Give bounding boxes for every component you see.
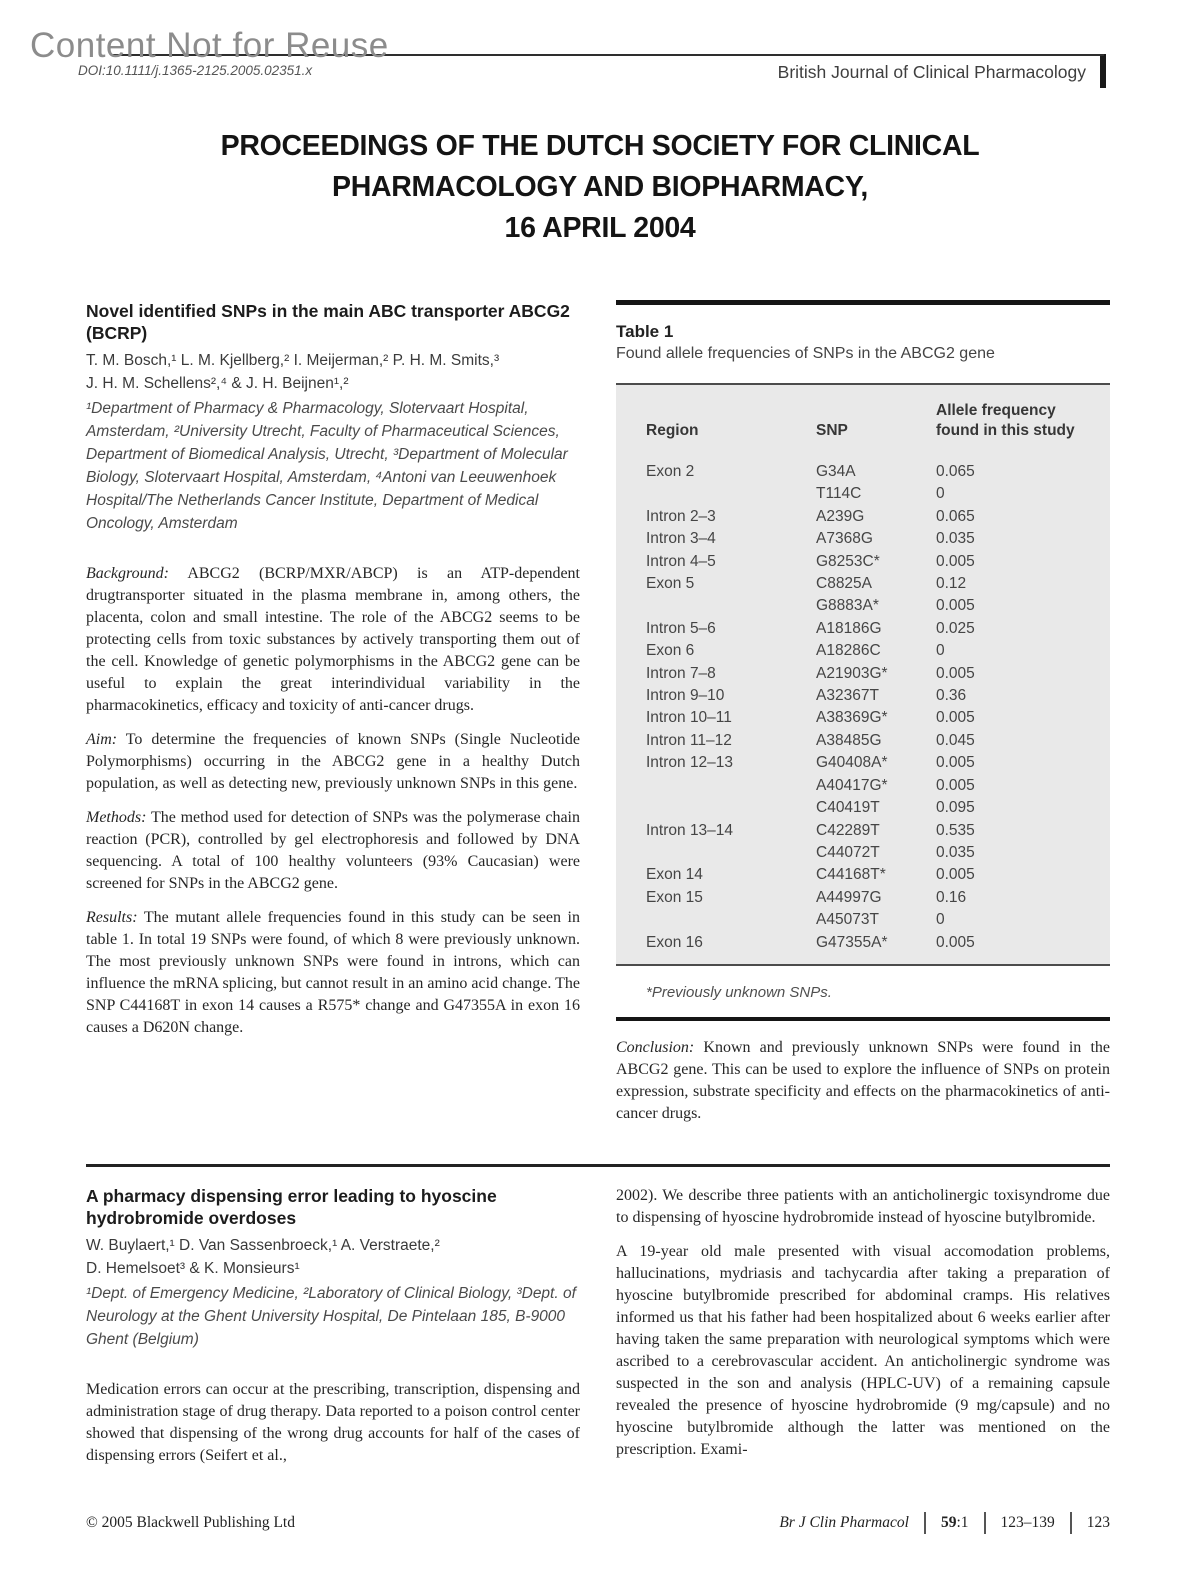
paragraph-text: To determine the frequencies of known SNPs (Single Nucleotide Polymorphisms) occurring in the ABCG2 gene in a healthy Dutch population, as well as detecting new, previously unknown SNPs in this gene. <box>86 731 581 792</box>
header-corner-bar <box>1100 54 1106 88</box>
cell-region: Exon 14 <box>646 866 703 884</box>
table-top-bar <box>616 300 1110 305</box>
cell-snp: G40408A* <box>816 754 888 772</box>
cell-region: Intron 7–8 <box>646 664 716 682</box>
cell-freq: 0.005 <box>936 664 975 682</box>
table-row <box>616 685 1110 707</box>
cell-region: Intron 12–13 <box>646 754 734 772</box>
cell-snp: A38485G <box>816 731 882 749</box>
footer-volume: 59 <box>940 1514 957 1531</box>
table-row <box>616 663 1110 685</box>
cell-region: Exon 6 <box>646 642 695 660</box>
table-row <box>616 775 1110 797</box>
table-bottom-rule <box>616 1017 1110 1021</box>
cell-snp: T114C <box>816 485 862 503</box>
footer-issue: :1 <box>956 1514 969 1531</box>
table-label: Table 1 <box>616 322 674 341</box>
table-row <box>616 797 1110 819</box>
cell-freq: 0.065 <box>936 507 975 525</box>
cell-snp: C44168T* <box>816 866 886 884</box>
paragraph-text: The mutant allele frequencies found in this study can be seen in table 1. In total 19 SNPs were found, of which 8 were previously unknown. The most previously unknown SNPs were found in introns, which can influence the mRNA splicing, but cannot result in an amino acid change. The SNP C44168T in exon 14 causes a R575* change and G47355A in exon 16 causes a D620N change. <box>86 909 580 1036</box>
article1-heading: Novel identified SNPs in the main ABC transporter ABCG2 (BCRP) <box>86 301 570 343</box>
table-row <box>616 528 1110 550</box>
table-row <box>616 909 1110 931</box>
table-row <box>616 820 1110 842</box>
cell-region <box>616 775 816 797</box>
cell-region: Intron 4–5 <box>646 552 716 570</box>
cell-freq: 0.005 <box>936 933 975 951</box>
article2-right-paragraph-1: 2002). We describe three patients with an anticholinergic toxisyndrome due to dispensing of hyoscine hydrobromide instead of hyoscine butylbromide. <box>616 1187 1110 1226</box>
cell-snp: A21903G* <box>816 664 888 682</box>
paragraph-label: Conclusion: <box>616 1038 695 1056</box>
article1-left-column <box>86 300 580 1125</box>
journal-name: British Journal of Clinical Pharmacology <box>777 62 1086 82</box>
article2-authors-line1: W. Buylaert,¹ D. Van Sassenbroeck,¹ A. Verstraete,² <box>86 1237 440 1254</box>
article2-heading: A pharmacy dispensing error leading to hyoscine hydrobromide overdoses <box>86 1186 497 1228</box>
cell-snp: A18186G <box>816 619 882 637</box>
cell-freq: 0.005 <box>936 754 975 772</box>
cell-freq: 0.035 <box>936 530 975 548</box>
footer-journal-abbrev: Br J Clin Pharmacol <box>779 1514 909 1531</box>
cell-freq: 0.005 <box>936 866 975 884</box>
column-header-frequency: Allele frequency found in this study <box>936 402 1075 439</box>
article1-section <box>86 300 1110 1125</box>
proceedings-title-line1: PROCEEDINGS OF THE DUTCH SOCIETY FOR CLINICAL <box>220 130 980 162</box>
footer-volume-issue <box>941 1514 969 1532</box>
paragraph-label: Background: <box>86 565 169 582</box>
article2-left-paragraph: Medication errors can occur at the prescribing, transcription, dispensing and administration stage of drug therapy. Data reported to a poison control center showed that dispensing of the wrong drug accounts for half of the cases of dispensing errors (Seifert et al., <box>86 1381 580 1464</box>
cell-region <box>616 909 816 931</box>
cell-snp: G8883A* <box>816 597 879 615</box>
cell-region: Intron 11–12 <box>646 731 732 749</box>
article2-authors-line2: D. Hemelsoet³ & K. Monsieurs¹ <box>86 1260 300 1277</box>
cell-freq: 0.035 <box>936 843 975 861</box>
cell-freq: 0.005 <box>936 552 975 570</box>
table-row <box>616 864 1110 886</box>
article1-paragraph-results <box>86 907 580 1039</box>
cell-freq: 0.005 <box>936 709 975 727</box>
table-row <box>616 483 1110 505</box>
table-footnote: *Previously unknown SNPs. <box>646 983 832 1001</box>
table-row <box>616 842 1110 864</box>
cell-region: Intron 5–6 <box>646 619 716 637</box>
proceedings-title-line3: 16 APRIL 2004 <box>504 212 696 244</box>
cell-region: Intron 3–4 <box>646 530 716 548</box>
table-row <box>616 551 1110 573</box>
cell-snp: G34A <box>816 463 856 480</box>
cell-region: Intron 13–14 <box>646 821 734 839</box>
proceedings-title <box>0 126 1200 249</box>
cell-freq: 0.12 <box>936 575 967 593</box>
page-footer <box>86 1512 1110 1534</box>
cell-snp: G47355A* <box>816 933 888 951</box>
footer-page-number: 123 <box>1086 1514 1110 1531</box>
article1-authors <box>86 349 580 395</box>
article1-affiliations: ¹Department of Pharmacy & Pharmacology, Slotervaart Hospital, Amsterdam, ²University Utrecht, Faculty of Pharmaceutical Sciences, Department of Biomedical Analysis, Utrecht, ³Department of Molecular Biology, Slotervaart Hospital, Amsterdam, ⁴Antoni van Leeuwenhoek Hospital/The Netherlands Cancer Institute, Department of Medical Oncology, Amsterdam <box>86 400 568 532</box>
footer-pages: 123–139 <box>1000 1514 1055 1531</box>
table-header-row <box>616 384 1110 453</box>
footer-separator <box>1070 1512 1072 1534</box>
cell-snp: A40417G* <box>816 776 888 794</box>
article2-authors <box>86 1234 580 1280</box>
cell-snp: A18286C <box>816 642 881 660</box>
cell-snp: C44072T <box>816 843 880 861</box>
cell-region: Intron 9–10 <box>646 687 725 705</box>
table-row <box>616 618 1110 640</box>
cell-freq: 0.535 <box>936 821 975 839</box>
cell-freq: 0.025 <box>936 619 975 637</box>
article2-left-column <box>86 1185 580 1467</box>
cell-region <box>616 483 816 505</box>
cell-freq: 0.16 <box>936 888 967 906</box>
cell-region: Exon 5 <box>646 575 695 593</box>
table-caption: Found allele frequencies of SNPs in the ABCG2 gene <box>616 345 995 362</box>
cell-snp: A32367T <box>816 687 879 705</box>
table-row <box>616 453 1110 483</box>
article2-right-paragraph-2: A 19-year old male presented with visual accomodation problems, hallucinations, mydriasis and tachycardia after taking a preparation of hyoscine butylbromide prescribed for abdominal cramps. His relatives informed us that his father had been hospitalized about 6 weeks earlier after having taken the same preparation with neurological symptoms which were ascribed to a cerebrovascular accident. An anticholinergic syndrome was suspected in the son and analysis (HPLC-UV) of a remaining capsule revealed the presence of hyoscine hydrobromide (9 mg/capsule) and no hyoscine butylbromide although the latter was mentioned on the prescription. Exami- <box>616 1243 1110 1458</box>
paragraph-text: The method used for detection of SNPs was the polymerase chain reaction (PCR), controlled by gel electrophoresis and followed by DNA sequencing. A total of 100 healthy volunteers (93% Caucasian) were screened for SNPs in the ABCG2 gene. <box>86 809 580 892</box>
cell-snp: G8253C* <box>816 552 880 570</box>
cell-region: Exon 16 <box>646 933 703 951</box>
article1-paragraph-methods <box>86 807 580 895</box>
cell-region: Intron 10–11 <box>646 709 732 727</box>
article1-authors-line1: T. M. Bosch,¹ L. M. Kjellberg,² I. Meijerman,² P. H. M. Smits,³ <box>86 352 500 369</box>
table-row <box>616 573 1110 595</box>
cell-freq: 0.095 <box>936 799 975 817</box>
cell-freq: 0.005 <box>936 776 975 794</box>
article1-paragraph-aim <box>86 729 580 795</box>
article1-authors-line2: J. H. M. Schellens²,⁴ & J. H. Beijnen¹,² <box>86 375 349 392</box>
column-header-snp: SNP <box>816 422 848 439</box>
cell-freq: 0.065 <box>936 463 975 480</box>
watermark: Content Not for Reuse <box>30 26 389 65</box>
doi-text: DOI:10.1111/j.1365-2125.2005.02351.x <box>78 63 313 78</box>
proceedings-title-line2: PHARMACOLOGY AND BIOPHARMACY, <box>332 171 868 203</box>
paragraph-label: Results: <box>86 909 138 926</box>
paragraph-label: Aim: <box>86 731 118 748</box>
article2-right-column <box>616 1185 1110 1467</box>
table-row <box>616 752 1110 774</box>
column-header-region: Region <box>646 422 699 439</box>
table-row <box>616 932 1110 965</box>
copyright-notice: © 2005 Blackwell Publishing Ltd <box>86 1514 295 1531</box>
cell-snp: A38369G* <box>816 709 888 727</box>
cell-freq: 0 <box>936 911 945 929</box>
cell-freq: 0.005 <box>936 597 975 615</box>
cell-region <box>616 797 816 819</box>
table-row <box>616 730 1110 752</box>
table-row <box>616 887 1110 909</box>
cell-snp: C8825A <box>816 575 873 593</box>
cell-freq: 0.045 <box>936 731 975 749</box>
cell-region <box>616 595 816 617</box>
article-divider-rule <box>86 1164 1110 1167</box>
footer-citation <box>779 1512 1110 1534</box>
cell-region: Intron 2–3 <box>646 507 716 525</box>
article2-section <box>86 1185 1110 1467</box>
footer-separator <box>984 1512 986 1534</box>
table-row <box>616 640 1110 662</box>
table-header <box>616 384 1110 453</box>
cell-snp: A45073T <box>816 911 879 929</box>
cell-snp: A239G <box>816 507 865 525</box>
footer-separator <box>924 1512 926 1534</box>
table-row <box>616 707 1110 729</box>
cell-region: Exon 15 <box>646 888 703 906</box>
cell-region <box>616 842 816 864</box>
article1-right-column <box>616 300 1110 1125</box>
cell-snp: A44997G <box>816 888 882 906</box>
cell-freq: 0 <box>936 485 945 503</box>
table-body <box>616 453 1110 965</box>
cell-freq: 0.36 <box>936 687 967 705</box>
cell-snp: A7368G <box>816 530 873 548</box>
allele-frequency-table <box>616 383 1110 966</box>
paragraph-label: Methods: <box>86 809 147 826</box>
paragraph-text: Known and previously unknown SNPs were found in the ABCG2 gene. This can be used to explore the influence of SNPs on protein expression, substrate specificity and effects on the pharmacokinetics of anti-cancer drugs. <box>616 1038 1111 1122</box>
table-row <box>616 595 1110 617</box>
table-row <box>616 506 1110 528</box>
paragraph-text: ABCG2 (BCRP/MXR/ABCP) is an ATP-dependent drugtransporter situated in the plasma membrane in, among others, the placenta, colon and small intestine. The role of the ABCG2 seems to be protecting cells from toxic substances by actively transporting them out of the cell. Knowledge of genetic polymorphisms in the ABCG2 gene can be useful to explain the great interindividual variability in the pharmacokinetics, efficacy and toxicity of anti-cancer drugs. <box>86 565 580 714</box>
cell-snp: C42289T <box>816 821 880 839</box>
article1-paragraph-conclusion <box>616 1037 1110 1125</box>
article2-affiliations: ¹Dept. of Emergency Medicine, ²Laboratory of Clinical Biology, ³Dept. of Neurology at the Ghent University Hospital, De Pintelaan 185, B-9000 Ghent (Belgium) <box>86 1285 576 1348</box>
cell-snp: C40419T <box>816 799 880 817</box>
cell-freq: 0 <box>936 642 945 660</box>
article1-paragraph-background <box>86 563 580 717</box>
cell-region: Exon 2 <box>646 463 695 480</box>
